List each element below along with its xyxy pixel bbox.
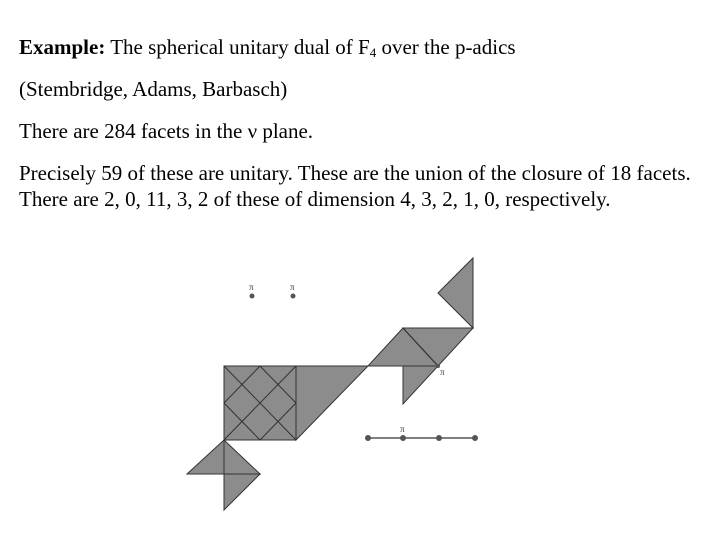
facets-text-end: plane. bbox=[257, 119, 314, 143]
point-label: π bbox=[440, 367, 445, 377]
segment-point bbox=[472, 435, 478, 441]
segment-point bbox=[400, 435, 406, 441]
title-text: The spherical unitary dual of F bbox=[105, 35, 370, 59]
isolated-point bbox=[291, 294, 296, 299]
facet-lower-right-triangle bbox=[403, 366, 438, 404]
facet-bottom-left-triangle bbox=[187, 440, 224, 474]
facet-bottom-right-triangle bbox=[224, 440, 260, 474]
facet-bottom-tail-triangle bbox=[224, 474, 260, 510]
authors-line: (Stembridge, Adams, Barbasch) bbox=[19, 77, 288, 101]
facets-text: There are 284 facets in the bbox=[19, 119, 248, 143]
title-text-end: over the p-adics bbox=[376, 35, 516, 59]
point-label: π bbox=[290, 282, 295, 292]
title-subscript: 4 bbox=[369, 45, 377, 60]
title-bold-label: Example: bbox=[19, 35, 106, 59]
segment-point bbox=[365, 435, 371, 441]
unitary-paragraph: Precisely 59 of these are unitary. These are the union of the closure of 18 facets. There are 2, 0, 11, 3, 2 of these of dimension 4, 3, 2, 1, 0, respectively. bbox=[19, 161, 691, 211]
facet-top-triangle bbox=[438, 258, 473, 328]
point-label: π bbox=[400, 424, 405, 434]
facet-middle-triangle bbox=[296, 366, 368, 440]
nu-symbol: ν bbox=[247, 119, 258, 143]
point-label: π bbox=[249, 282, 254, 292]
isolated-point bbox=[250, 294, 255, 299]
segment-point bbox=[436, 435, 442, 441]
